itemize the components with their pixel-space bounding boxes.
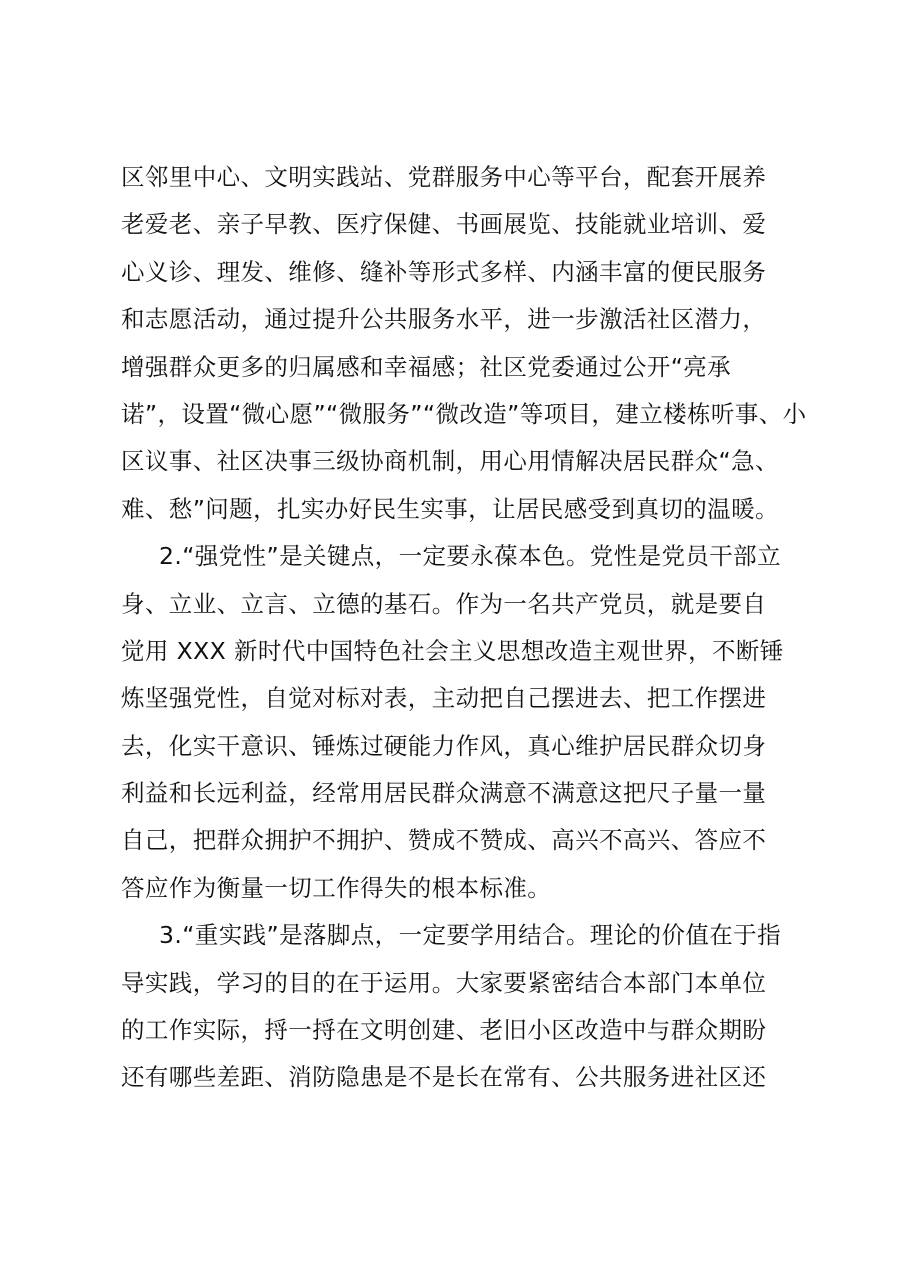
text-line: 增强群众更多的归属感和幸福感；社区党委通过公开“亮承	[121, 352, 732, 381]
text-line: 心义诊、理发、维修、缝补等形式多样、内涵丰富的便民服务	[121, 257, 767, 286]
text-line: 炼坚强党性，自觉对标对表，主动把自己摆进去、把工作摆进	[121, 684, 767, 713]
body-text	[121, 154, 807, 1102]
paragraph-heading-line: 2.“强党性”是关键点，一定要永葆本色。党性是党员干部立	[159, 542, 781, 571]
text-line: 区议事、社区决事三级协商机制，用心用情解决居民群众“急、	[121, 447, 779, 476]
text-line: 去，化实干意识、锤炼过硬能力作风，真心维护居民群众切身	[121, 731, 767, 760]
text-line: 导实践，学习的目的在于运用。大家要紧密结合本部门本单位	[121, 968, 767, 997]
text-line: 利益和长远利益，经常用居民群众满意不满意这把尺子量一量	[121, 779, 767, 808]
text-line: 和志愿活动，通过提升公共服务水平，进一步激活社区潜力，	[121, 305, 767, 334]
text-line: 身、立业、立言、立德的基石。作为一名共产党员，就是要自	[121, 589, 767, 618]
text-line: 老爱老、亲子早教、医疗保健、书画展览、技能就业培训、爱	[121, 210, 767, 239]
text-line: 自己，把群众拥护不拥护、赞成不赞成、高兴不高兴、答应不	[121, 826, 767, 855]
text-line: 的工作实际，捋一捋在文明创建、老旧小区改造中与群众期盼	[121, 1016, 767, 1045]
text-line: 诺”，设置“微心愿”“微服务”“微改造”等项目，建立楼栋听事、小	[121, 399, 807, 428]
text-line: 难、愁”问题，扎实办好民生实事，让居民感受到真切的温暖。	[121, 494, 779, 523]
text-line: 还有哪些差距、消防隐患是不是长在常有、公共服务进社区还	[121, 1063, 767, 1092]
paragraph-heading-line: 3.“重实践”是落脚点，一定要学用结合。理论的价值在于指	[159, 921, 781, 950]
text-line: 区邻里中心、文明实践站、党群服务中心等平台，配套开展养	[121, 163, 767, 191]
text-line: 觉用 XXX 新时代中国特色社会主义思想改造主观世界，不断锤	[121, 636, 784, 665]
text-line: 答应作为衡量一切工作得失的根本标准。	[121, 873, 552, 902]
